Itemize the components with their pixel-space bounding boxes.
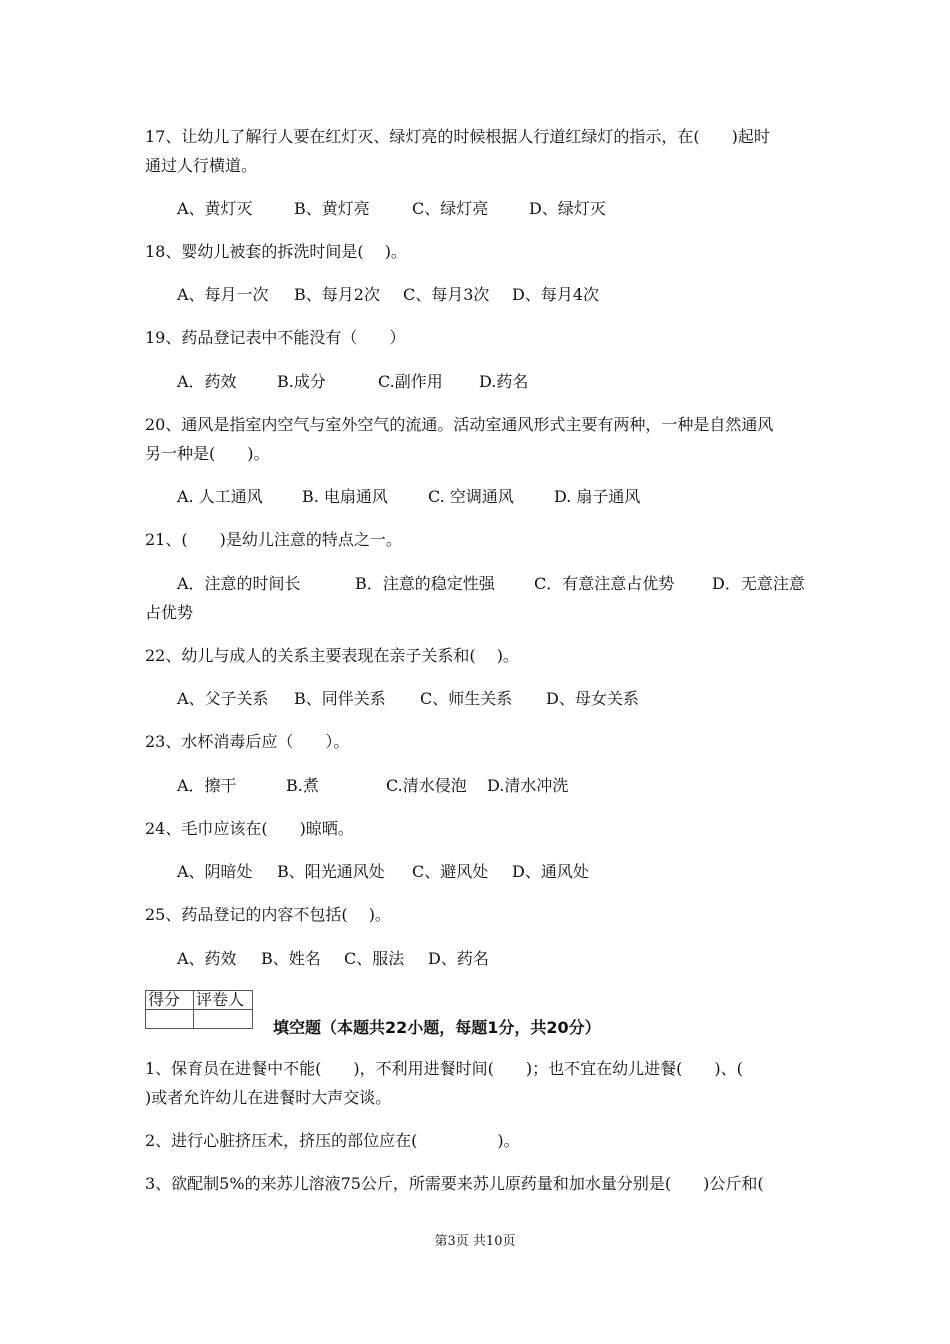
question-20-line-1: 20、通风是指室内空气与室外空气的流通。活动室通风形式主要有两种，一种是自然通风 xyxy=(145,415,774,434)
option-c: C、每月3次 xyxy=(403,285,490,304)
option-a: A、黄灯灭 xyxy=(177,199,253,218)
fill-question-3-line-1: 3、欲配制5%的来苏儿溶液75公斤，所需要来苏儿原药量和加水量分别是( )公斤和( xyxy=(145,1174,764,1193)
option-d: D.药名 xyxy=(479,372,529,391)
question-24-line-1: 24、毛巾应该在( )晾晒。 xyxy=(145,819,354,838)
page-footer: 第3页 共10页 xyxy=(434,1234,516,1249)
fill-question-1-line-1: 1、保育员在进餐中不能( )，不利用进餐时间( )；也不宜在幼儿进餐( )、( xyxy=(145,1059,743,1078)
option-d: D、药名 xyxy=(428,949,489,968)
question-19-line-1: 19、药品登记表中不能没有（ ） xyxy=(145,328,406,347)
option-a: A、药效 xyxy=(177,949,237,968)
option-b: B、同伴关系 xyxy=(294,689,386,708)
fill-question-2-line-1: 2、进行心脏挤压术，挤压的部位应在( )。 xyxy=(145,1131,520,1150)
option-b: B.成分 xyxy=(277,372,326,391)
option-a: A. 人工通风 xyxy=(177,487,263,506)
question-20-line-2: 另一种是( )。 xyxy=(145,444,270,463)
option-b: B.煮 xyxy=(286,776,319,795)
option-a: A、每月一次 xyxy=(177,285,269,304)
option-d: D、绿灯灭 xyxy=(529,199,606,218)
option-c: C．有意注意占优势 xyxy=(534,574,675,593)
option-b: B、姓名 xyxy=(261,949,321,968)
score-table xyxy=(145,990,253,1029)
option-a: A、父子关系 xyxy=(177,689,269,708)
question-22-line-1: 22、幼儿与成人的关系主要表现在亲子关系和( )。 xyxy=(145,646,519,665)
question-25-line-1: 25、药品登记的内容不包括( )。 xyxy=(145,905,391,924)
option-a: A、阴暗处 xyxy=(177,862,253,881)
option-c: C、服法 xyxy=(344,949,405,968)
option-b: B. 电扇通风 xyxy=(302,487,388,506)
option-b: B．注意的稳定性强 xyxy=(355,574,495,593)
option-d: D、母女关系 xyxy=(546,689,639,708)
option-c: C、绿灯亮 xyxy=(412,199,489,218)
score-cell xyxy=(146,1010,194,1029)
option-d: D、每月4次 xyxy=(512,285,600,304)
option-a: A．注意的时间长 xyxy=(177,574,301,593)
grader-cell xyxy=(194,1010,253,1029)
option-d: D.清水冲洗 xyxy=(487,776,569,795)
option-b: B、黄灯亮 xyxy=(294,199,370,218)
option-c: C.清水侵泡 xyxy=(386,776,467,795)
option-d: D、通风处 xyxy=(512,862,589,881)
question-21-line-1: 21、( )是幼儿注意的特点之一。 xyxy=(145,530,402,549)
option-b: B、每月2次 xyxy=(294,285,380,304)
question-18-line-1: 18、婴幼儿被套的拆洗时间是( )。 xyxy=(145,242,407,261)
question-23-line-1: 23、水杯消毒后应（ ）。 xyxy=(145,732,350,751)
option-b: B、阳光通风处 xyxy=(277,862,385,881)
option-d-continuation: 占优势 xyxy=(145,603,194,622)
option-c: C、师生关系 xyxy=(420,689,513,708)
option-a: A．擦干 xyxy=(177,776,237,795)
fill-question-1-line-2: )或者允许幼儿在进餐时大声交谈。 xyxy=(145,1088,392,1107)
grader-label: 评卷人 xyxy=(194,991,253,1010)
score-label: 得分 xyxy=(146,991,194,1010)
option-c: C、避风处 xyxy=(412,862,489,881)
section-title: 填空题（本题共22小题，每题1分，共20分） xyxy=(273,1018,601,1037)
question-17-line-2: 通过人行横道。 xyxy=(145,156,258,175)
option-a: A．药效 xyxy=(177,372,237,391)
option-d: D．无意注意 xyxy=(712,574,805,593)
option-c: C. 空调通风 xyxy=(428,487,514,506)
question-17-line-1: 17、让幼儿了解行人要在红灯灭、绿灯亮的时候根据人行道红绿灯的指示，在( )起时 xyxy=(145,127,770,146)
option-c: C.副作用 xyxy=(378,372,443,391)
option-d: D. 扇子通风 xyxy=(554,487,641,506)
